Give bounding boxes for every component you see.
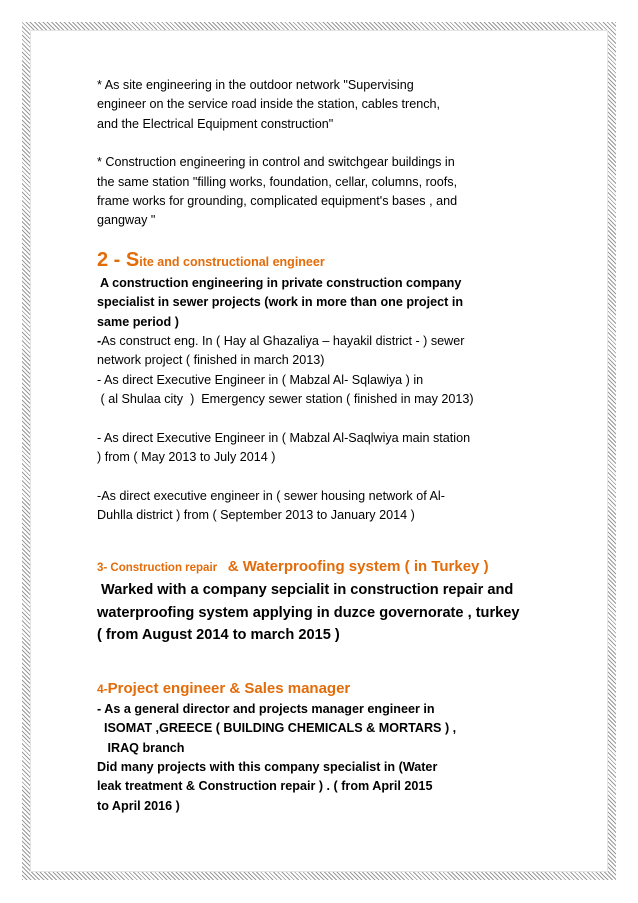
construction-engineering-paragraph [97, 153, 527, 231]
text-line: engineer on the service road inside the station, cables trench, [97, 97, 441, 112]
section-2-heading: 2 - Site and constructional engineer [97, 248, 325, 271]
document-body [97, 76, 527, 816]
text-line: * Construction engineering in control and switchgear buildings in [97, 155, 455, 170]
section-3-body: Warked with a company sepcialit in construction repair and waterproofing system applying in duzce governorate , turkey ( from August 2014 to march 2015 ) [97, 582, 520, 644]
section-2-item-3: - As direct Executive Engineer in ( Mabzal Al-Saqlwiya main station ) from ( May 2013 to July 2014 ) [97, 430, 471, 465]
site-engineering-paragraph [97, 76, 527, 134]
section-2-intro: A construction engineering in private construction company specialist in sewer projects (work in more than one project in same period ) [97, 275, 464, 329]
text-line: the same station "filling works, foundation, cellar, columns, roofs, [97, 174, 458, 189]
section-3-heading: 3- Construction repair & Waterproofing system ( in Turkey ) [97, 558, 489, 576]
text-line: * As site engineering in the outdoor network "Supervising [97, 78, 414, 92]
section-2-item-1: -As construct eng. In ( Hay al Ghazaliya – hayakil district - ) sewer network project ( finished in march 2013) [97, 334, 465, 368]
text-line: frame works for grounding, complicated equipment's bases , and [97, 194, 458, 209]
section-2-item-2: - As direct Executive Engineer in ( Mabzal Al- Sqlawiya ) in ( al Shulaa city ) Emergency sewer station ( finished in may 2013) [97, 372, 474, 407]
text-line: and the Electrical Equipment construction" [97, 116, 334, 131]
section-4-heading: 4-Project engineer & Sales manager [97, 679, 351, 697]
text-line: gangway " [97, 213, 156, 228]
section-2-item-4: -As direct executive engineer in ( sewer housing network of Al- Duhlla district ) from ( September 2013 to January 2014 ) [97, 488, 445, 522]
section-4-body: - As a general director and projects manager engineer in ISOMAT ,GREECE ( BUILDING CHEMICALS & MORTARS ) , IRAQ branch Did many projects with this company specialist in (Water leak treatment & Construction repair ) . ( from April 2015 to April 2016 ) [97, 701, 457, 813]
